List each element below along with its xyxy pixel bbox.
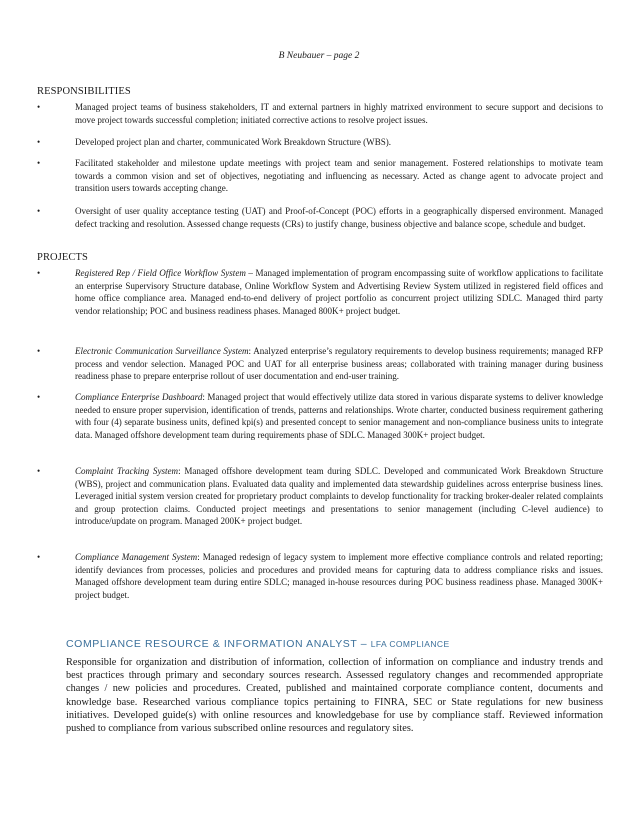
project-name: Compliance Management System [75,552,198,562]
project-description: : Managed project that would effectively utilize data stored in various disparate systems to deliver knowledge needed to ensure proper supervision, identification of trends, patterns and relationships. Wrote charter, conducted business requirement gathering with four (4) separate business units, defined kpi(s) and presented concept to senior management and non-compliance business units to integrate data. Managed offshore development team during requirements phase of SDLC. Managed 300K+ project budget. [75,392,603,440]
project-name: Compliance Enterprise Dashboard [75,392,203,402]
responsibility-item [37,101,603,126]
project-description: – Managed implementation of program encompassing suite of workflow applications to facilitate an enterprise Supervisory Structure database, Online Workflow System and Advertising Review System utilized in registered field offices and home office compliance area. Managed end-to-end delivery of project portfolio as concurrent project utilizing SDLC. Managed third party vendor relationship; POC and business readiness phases. Managed 800K+ project budget. [75,268,603,316]
job-title-main: COMPLIANCE RESOURCE & INFORMATION ANALYST – [66,638,371,650]
responsibility-text: Oversight of user quality acceptance testing (UAT) and Proof-of-Concept (POC) efforts in a geographically dispersed environment. Managed defect tracking and resolution. Assessed change requests (CRs) to justify change, business objective and balance scope, schedule and budget. [75,206,603,229]
bullet-icon: • [37,552,41,562]
bullet-icon: • [37,206,41,216]
responsibility-text: Managed project teams of business stakeholders, IT and external partners in highly matrixed environment to secure support and decisions to move project towards successful completion; initiated corrective actions to resolve project issues. [75,102,603,125]
project-item [37,465,603,528]
project-item [37,391,603,441]
project-description: : Managed redesign of legacy system to implement more effective compliance controls and related reporting; identify deviances from processes, policies and procedures and provided means for capturing data to address compliance risks and issues. Managed offshore development team during entire SDLC; managed in-house resources during POC business readiness phase. Managed 300K+ project budget. [75,552,603,600]
job-title [66,638,450,650]
bullet-icon: • [37,346,41,356]
project-description: : Analyzed enterprise’s regulatory requirements to develop business requirements; managed RFP process and vendor selection. Managed POC and UAT for all enterprise business areas; collaborated with training manager during business readiness phase to prepare enterprise rollout of user documentation and end-user training. [75,346,603,381]
bullet-icon: • [37,392,41,402]
job-title-subtitle: LFA COMPLIANCE [370,639,450,649]
page-header: B Neubauer – page 2 [278,51,360,61]
responsibility-item [37,157,603,195]
responsibility-item [37,205,603,230]
project-item [37,267,603,317]
project-name: Complaint Tracking System [75,466,179,476]
responsibility-text: Developed project plan and charter, communicated Work Breakdown Structure (WBS). [75,137,392,147]
project-name: Electronic Communication Surveillance System [75,346,249,356]
bullet-icon: • [37,268,41,278]
bullet-icon: • [37,137,41,147]
responsibility-item [37,136,603,149]
job-description: Responsible for organization and distribution of information, collection of information on compliance and industry trends and best practices through primary and secondary sources research. Assessed regulatory changes and recommended appropriate changes / new policies and procedures. Created, published and maintained corporate compliance content, documents and knowledge base. Researched various compliance topics pertaining to FINRA, SEC or State regulations for new business initiatives. Developed guide(s) with online resources and knowledgebase for use by compliance staff. Reviewed information pushed to compliance from various subscribed online resources and regulatory sites. [66,657,603,735]
project-item [37,551,603,601]
project-description: : Managed offshore development team during SDLC. Developed and communicated Work Breakdown Structure (WBS), project and communication plans. Evaluated data quality and implemented data stewardship guidelines across enterprise business lines. Leveraged initial system version created for proprietary product complaints to develop functionality for tracking broker-dealer related complaints and group protection claims. Conducted project meetings and presentations to senior management (including C-level audience) to introduce/update on program. Managed 200K+ project budget. [75,466,603,526]
responsibility-text: Facilitated stakeholder and milestone update meetings with project team and senior management. Fostered relationships to motivate team towards a common vision and set of objectives, negotiating and influencing as necessary. Acted as change agent to advocate project and transition users towards accepting change. [75,158,603,193]
project-name: Registered Rep / Field Office Workflow System [75,268,246,278]
bullet-icon: • [37,158,41,168]
bullet-icon: • [37,102,41,112]
projects-heading: PROJECTS [37,252,88,263]
project-item [37,345,603,383]
bullet-icon: • [37,466,41,476]
responsibilities-heading: RESPONSIBILITIES [37,86,131,97]
